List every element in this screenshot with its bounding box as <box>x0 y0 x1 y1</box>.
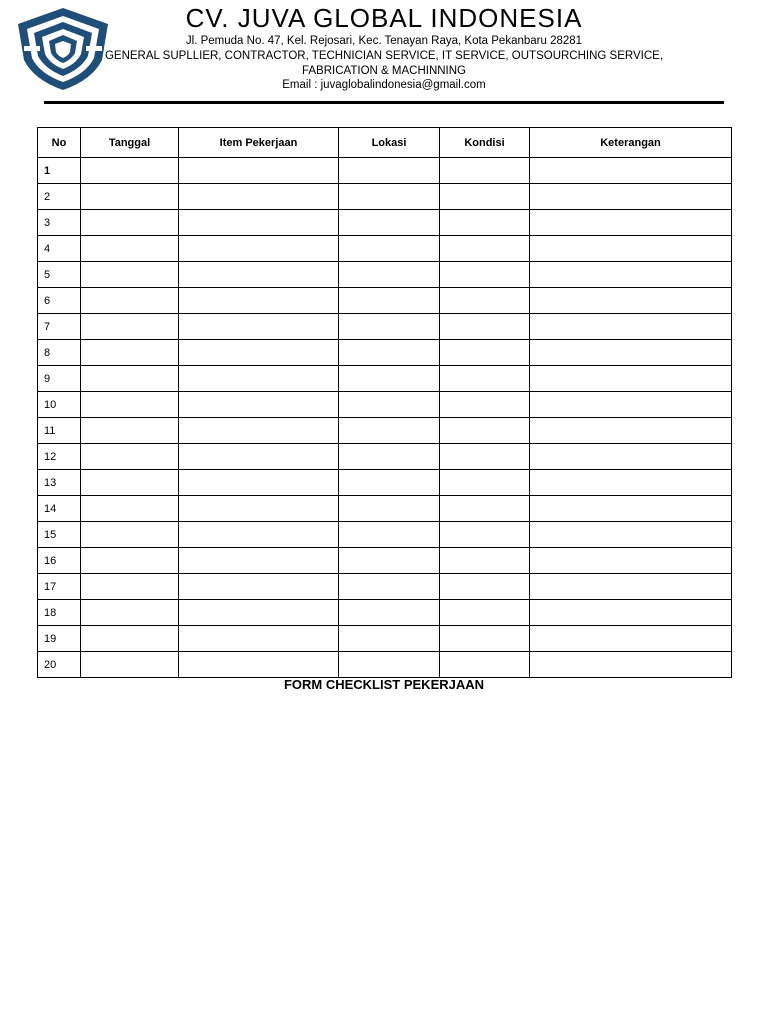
lokasi-cell[interactable] <box>339 392 440 418</box>
tanggal-cell[interactable] <box>81 522 179 548</box>
company-services-line-2: FABRICATION & MACHINNING <box>302 65 466 77</box>
keterangan-cell[interactable] <box>530 340 732 366</box>
item-pekerjaan-cell[interactable] <box>179 626 339 652</box>
table-row <box>38 392 732 418</box>
lokasi-cell[interactable] <box>339 444 440 470</box>
kondisi-cell[interactable] <box>440 574 530 600</box>
company-name: CV. JUVA GLOBAL INDONESIA <box>185 3 583 33</box>
kondisi-cell[interactable] <box>440 340 530 366</box>
keterangan-cell[interactable] <box>530 184 732 210</box>
kondisi-cell[interactable] <box>440 236 530 262</box>
table-row <box>38 184 732 210</box>
item-pekerjaan-cell[interactable] <box>179 340 339 366</box>
keterangan-cell[interactable] <box>530 496 732 522</box>
table-row <box>38 262 732 288</box>
kondisi-cell[interactable] <box>440 184 530 210</box>
tanggal-cell[interactable] <box>81 288 179 314</box>
lokasi-cell[interactable] <box>339 626 440 652</box>
item-pekerjaan-cell[interactable] <box>179 574 339 600</box>
company-services-line-1: GENERAL SUPLLIER, CONTRACTOR, TECHNICIAN SERVICE, IT SERVICE, OUTSOURCHING SERVICE, <box>104 50 664 62</box>
no-cell: 7 <box>38 314 81 340</box>
kondisi-cell[interactable] <box>440 652 530 678</box>
keterangan-cell[interactable] <box>530 652 732 678</box>
tanggal-cell[interactable] <box>81 626 179 652</box>
kondisi-cell[interactable] <box>440 444 530 470</box>
kondisi-cell[interactable] <box>440 496 530 522</box>
table-row <box>38 288 732 314</box>
kondisi-cell[interactable] <box>440 210 530 236</box>
keterangan-cell[interactable] <box>530 210 732 236</box>
table-row <box>38 600 732 626</box>
keterangan-cell[interactable] <box>530 262 732 288</box>
lokasi-cell[interactable] <box>339 548 440 574</box>
no-cell: 6 <box>38 288 81 314</box>
keterangan-cell[interactable] <box>530 626 732 652</box>
table-row <box>38 314 732 340</box>
kondisi-cell[interactable] <box>440 522 530 548</box>
item-pekerjaan-cell[interactable] <box>179 418 339 444</box>
kondisi-cell[interactable] <box>440 314 530 340</box>
table-row <box>38 366 732 392</box>
table-row <box>38 158 732 184</box>
lokasi-cell[interactable] <box>339 600 440 626</box>
table-row <box>38 236 732 262</box>
kondisi-cell[interactable] <box>440 600 530 626</box>
no-cell: 16 <box>38 548 81 574</box>
item-pekerjaan-cell[interactable] <box>179 314 339 340</box>
tanggal-cell[interactable] <box>81 158 179 184</box>
item-pekerjaan-cell[interactable] <box>179 600 339 626</box>
lokasi-cell[interactable] <box>339 418 440 444</box>
lokasi-cell[interactable] <box>339 158 440 184</box>
no-cell: 17 <box>38 574 81 600</box>
tanggal-cell[interactable] <box>81 470 179 496</box>
lokasi-cell[interactable] <box>339 652 440 678</box>
no-cell: 2 <box>38 184 81 210</box>
item-pekerjaan-cell[interactable] <box>179 158 339 184</box>
no-cell: 8 <box>38 340 81 366</box>
kondisi-cell[interactable] <box>440 288 530 314</box>
tanggal-cell[interactable] <box>81 340 179 366</box>
company-address: Jl. Pemuda No. 47, Kel. Rejosari, Kec. Tenayan Raya, Kota Pekanbaru 28281 <box>185 35 583 47</box>
column-header-keterangan: Keterangan <box>530 128 732 158</box>
kondisi-cell[interactable] <box>440 262 530 288</box>
lokasi-cell[interactable] <box>339 340 440 366</box>
item-pekerjaan-cell[interactable] <box>179 444 339 470</box>
no-cell: 15 <box>38 522 81 548</box>
no-cell: 9 <box>38 366 81 392</box>
tanggal-cell[interactable] <box>81 314 179 340</box>
table-row <box>38 444 732 470</box>
tanggal-cell[interactable] <box>81 392 179 418</box>
table-row <box>38 522 732 548</box>
item-pekerjaan-cell[interactable] <box>179 652 339 678</box>
keterangan-cell[interactable] <box>530 236 732 262</box>
item-pekerjaan-cell[interactable] <box>179 288 339 314</box>
no-cell: 10 <box>38 392 81 418</box>
table-row <box>38 626 732 652</box>
item-pekerjaan-cell[interactable] <box>179 496 339 522</box>
item-pekerjaan-cell[interactable] <box>179 470 339 496</box>
kondisi-cell[interactable] <box>440 470 530 496</box>
tanggal-cell[interactable] <box>81 444 179 470</box>
no-cell: 13 <box>38 470 81 496</box>
no-cell: 11 <box>38 418 81 444</box>
item-pekerjaan-cell[interactable] <box>179 522 339 548</box>
item-pekerjaan-cell[interactable] <box>179 236 339 262</box>
header-divider <box>44 101 724 104</box>
keterangan-cell[interactable] <box>530 314 732 340</box>
tanggal-cell[interactable] <box>81 262 179 288</box>
keterangan-cell[interactable] <box>530 418 732 444</box>
lokasi-cell[interactable] <box>339 496 440 522</box>
tanggal-cell[interactable] <box>81 600 179 626</box>
table-row <box>38 470 732 496</box>
item-pekerjaan-cell[interactable] <box>179 184 339 210</box>
no-cell: 20 <box>38 652 81 678</box>
column-header-lokasi: Lokasi <box>339 128 440 158</box>
tanggal-cell[interactable] <box>81 366 179 392</box>
item-pekerjaan-cell[interactable] <box>179 210 339 236</box>
column-header-item-pekerjaan: Item Pekerjaan <box>179 128 339 158</box>
table-row <box>38 574 732 600</box>
lokasi-cell[interactable] <box>339 522 440 548</box>
checklist-table <box>37 127 732 678</box>
keterangan-cell[interactable] <box>530 158 732 184</box>
lokasi-cell[interactable] <box>339 470 440 496</box>
table-row <box>38 652 732 678</box>
kondisi-cell[interactable] <box>440 418 530 444</box>
no-cell: 19 <box>38 626 81 652</box>
keterangan-cell[interactable] <box>530 366 732 392</box>
lokasi-cell[interactable] <box>339 366 440 392</box>
tanggal-cell[interactable] <box>81 574 179 600</box>
tanggal-cell[interactable] <box>81 418 179 444</box>
keterangan-cell[interactable] <box>530 444 732 470</box>
item-pekerjaan-cell[interactable] <box>179 548 339 574</box>
no-cell: 5 <box>38 262 81 288</box>
no-cell: 3 <box>38 210 81 236</box>
table-header-row <box>38 128 732 158</box>
kondisi-cell[interactable] <box>440 392 530 418</box>
column-header-kondisi: Kondisi <box>440 128 530 158</box>
keterangan-cell[interactable] <box>530 574 732 600</box>
keterangan-cell[interactable] <box>530 522 732 548</box>
kondisi-cell[interactable] <box>440 366 530 392</box>
no-cell: 1 <box>38 158 81 184</box>
lokasi-cell[interactable] <box>339 210 440 236</box>
company-email: Email : juvaglobalindonesia@gmail.com <box>282 79 486 91</box>
tanggal-cell[interactable] <box>81 652 179 678</box>
keterangan-cell[interactable] <box>530 548 732 574</box>
tanggal-cell[interactable] <box>81 184 179 210</box>
kondisi-cell[interactable] <box>440 158 530 184</box>
no-cell: 14 <box>38 496 81 522</box>
kondisi-cell[interactable] <box>440 548 530 574</box>
lokasi-cell[interactable] <box>339 314 440 340</box>
lokasi-cell[interactable] <box>339 236 440 262</box>
lokasi-cell[interactable] <box>339 262 440 288</box>
tanggal-cell[interactable] <box>81 548 179 574</box>
table-row <box>38 548 732 574</box>
table-row <box>38 210 732 236</box>
form-title: FORM CHECKLIST PEKERJAAN <box>283 677 485 692</box>
keterangan-cell[interactable] <box>530 600 732 626</box>
lokasi-cell[interactable] <box>339 184 440 210</box>
lokasi-cell[interactable] <box>339 574 440 600</box>
keterangan-cell[interactable] <box>530 392 732 418</box>
no-cell: 4 <box>38 236 81 262</box>
no-cell: 12 <box>38 444 81 470</box>
item-pekerjaan-cell[interactable] <box>179 392 339 418</box>
column-header-tanggal: Tanggal <box>81 128 179 158</box>
kondisi-cell[interactable] <box>440 626 530 652</box>
tanggal-cell[interactable] <box>81 496 179 522</box>
keterangan-cell[interactable] <box>530 470 732 496</box>
item-pekerjaan-cell[interactable] <box>179 366 339 392</box>
keterangan-cell[interactable] <box>530 288 732 314</box>
item-pekerjaan-cell[interactable] <box>179 262 339 288</box>
lokasi-cell[interactable] <box>339 288 440 314</box>
no-cell: 18 <box>38 600 81 626</box>
tanggal-cell[interactable] <box>81 236 179 262</box>
table-row <box>38 418 732 444</box>
table-row <box>38 496 732 522</box>
column-header-no: No <box>38 128 81 158</box>
table-row <box>38 340 732 366</box>
tanggal-cell[interactable] <box>81 210 179 236</box>
